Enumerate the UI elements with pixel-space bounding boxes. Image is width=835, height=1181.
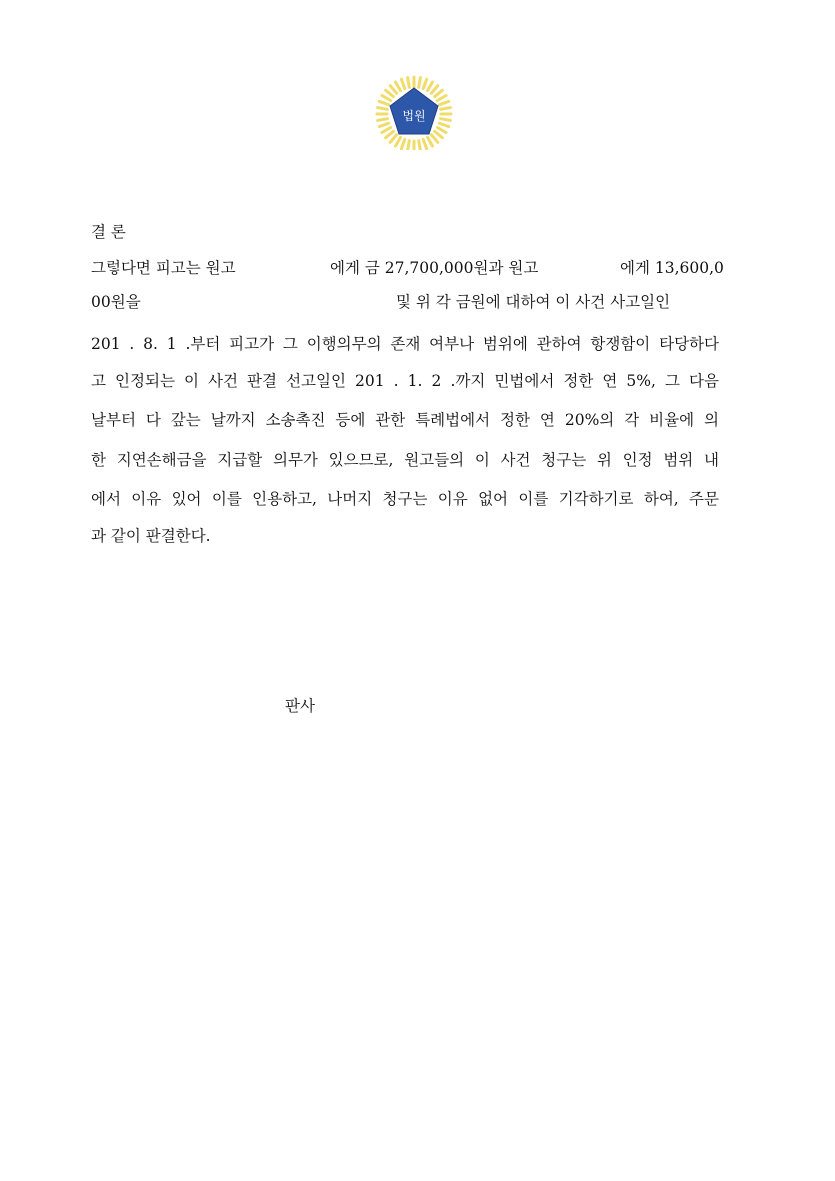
seal-ray — [439, 101, 448, 104]
seal-ray — [382, 96, 391, 101]
seal-ray — [378, 119, 388, 121]
seal-ray — [379, 101, 388, 104]
body-line-5: 날부터 다 갚는 날까지 소송촉진 등에 관한 특례법에서 정한 연 20%의 각 비율에 의 — [91, 411, 719, 429]
seal-ray — [439, 123, 448, 126]
body-line-6: 한 지연손해금을 지급할 의무가 있으므로, 원고들의 이 사건 청구는 위 인정 범위 내 — [91, 451, 719, 469]
seal-ray — [435, 90, 443, 96]
seal-text: 법원 — [402, 109, 426, 123]
seal-ray — [396, 82, 401, 91]
seal-ray — [428, 82, 433, 91]
body-line-3: 201 . 8. 1 .부터 피고가 그 이행의무의 존재 여부나 범위에 관하여 항쟁함이 타당하다 — [91, 335, 719, 353]
section-title: 결 론 — [91, 223, 126, 241]
seal-ray — [379, 123, 388, 126]
seal-ray — [378, 108, 388, 110]
seal-ray — [419, 78, 421, 88]
line1-part-b: 에게 금 27,700,000원과 원고 — [330, 259, 539, 277]
seal-ray — [423, 139, 426, 148]
line2-part-b: 및 위 각 금원에 대하여 이 사건 사고일인 — [396, 293, 671, 311]
body-line-7: 에서 이유 있어 이를 인용하고, 나머지 청구는 이유 없어 이를 기각하기로 하여, 주문 — [91, 490, 719, 508]
seal-ray — [423, 79, 426, 88]
seal-ray — [386, 131, 394, 137]
seal-ray — [408, 141, 410, 150]
seal-ray — [441, 108, 451, 110]
seal-ray — [390, 86, 396, 94]
seal-ray — [437, 96, 446, 101]
body-line-4: 고 인정되는 이 사건 판결 선고일인 201 . 1. 2 .까지 민법에서 정한 연 5%, 그 다음 — [91, 372, 719, 390]
judge-label: 판사 — [285, 697, 315, 715]
seal-ray — [382, 128, 391, 133]
seal-ray — [390, 135, 396, 143]
line1-part-c: 에게 13,600,0 — [620, 259, 724, 277]
court-seal-logo — [374, 74, 454, 150]
seal-ray — [396, 137, 401, 146]
seal-ray — [431, 86, 437, 94]
line2-part-a: 00원을 — [91, 293, 141, 311]
body-line-8: 과 같이 판결한다. — [91, 527, 211, 545]
seal-ray — [408, 78, 410, 88]
line1-part-a: 그렇다면 피고는 원고 — [91, 259, 236, 277]
seal-ray — [435, 131, 443, 137]
seal-ray — [428, 137, 433, 146]
seal-ray — [419, 141, 421, 150]
seal-ray — [431, 135, 437, 143]
seal-ray — [386, 90, 394, 96]
seal-ray — [437, 128, 446, 133]
seal-ray — [401, 79, 404, 88]
seal-ray — [441, 119, 451, 121]
seal-ray — [401, 139, 404, 148]
